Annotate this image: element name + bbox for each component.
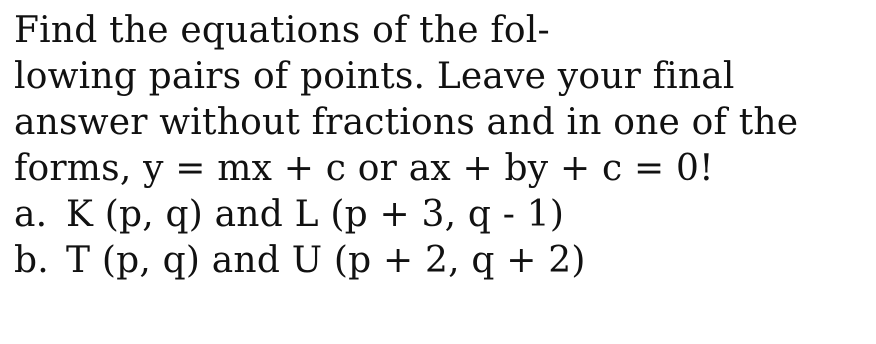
list-item-b <box>14 238 869 284</box>
point-pairs-list <box>14 192 869 284</box>
problem-text <box>14 8 869 284</box>
list-marker-a: a. <box>14 194 48 235</box>
list-item-a <box>14 192 869 238</box>
instruction-line-3: answer without fractions and in one of the <box>14 102 799 143</box>
list-marker-b: b. <box>14 240 49 281</box>
instruction-line-2: lowing pairs of points. Leave your final <box>14 56 735 97</box>
list-text-b: T (p, q) and U (p + 2, q + 2) <box>66 240 586 281</box>
instruction-line-4: forms, y = mx + c or ax + by + c = 0! <box>14 148 714 189</box>
list-text-a: K (p, q) and L (p + 3, q - 1) <box>66 194 565 235</box>
instruction-line-1: Find the equations of the fol- <box>14 10 550 51</box>
